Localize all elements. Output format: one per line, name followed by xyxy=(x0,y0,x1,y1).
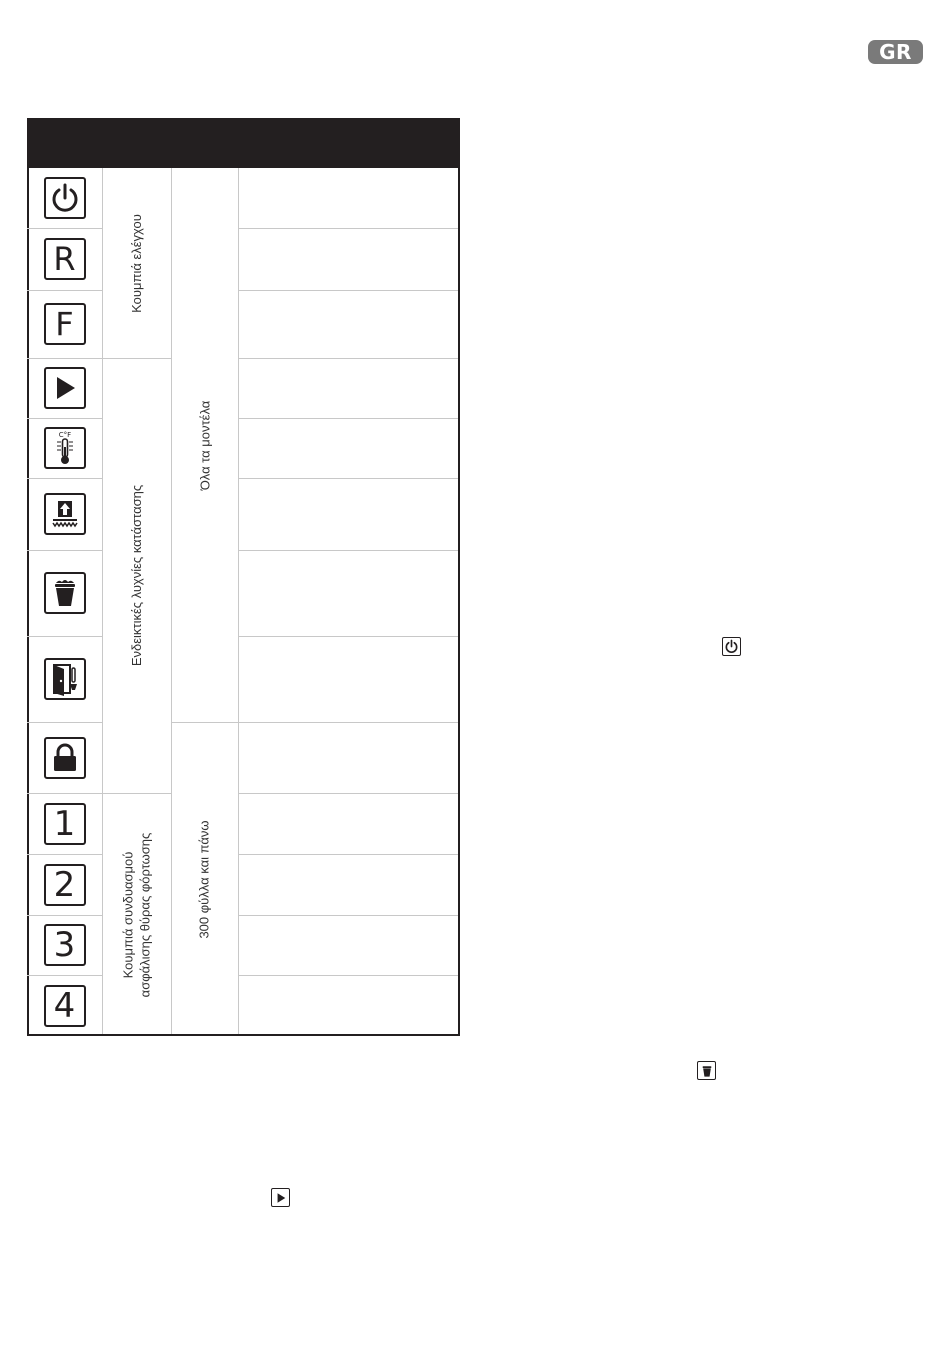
table-header xyxy=(27,118,460,168)
svg-text:C°F: C°F xyxy=(58,431,71,439)
row-divider xyxy=(238,975,458,976)
bin-full-icon xyxy=(44,572,86,614)
table-row xyxy=(27,358,102,418)
table-row xyxy=(27,636,102,722)
r-button-icon: R xyxy=(44,238,86,280)
column-divider xyxy=(238,168,239,1034)
digit-1-icon: 1 xyxy=(44,803,86,845)
group-status-lights: Ενδεικτικές λυχνίες κατάστασης xyxy=(129,484,144,667)
digit-2-icon: 2 xyxy=(44,864,86,906)
f-button-icon: F xyxy=(44,303,86,345)
table-row xyxy=(27,290,102,358)
lock-icon xyxy=(44,737,86,779)
table-row xyxy=(27,975,102,1036)
play-icon xyxy=(271,1188,290,1207)
feed-tray-icon xyxy=(44,493,86,535)
row-divider xyxy=(238,418,458,419)
controls-table xyxy=(27,118,460,1036)
row-divider xyxy=(238,793,458,794)
table-row xyxy=(27,228,102,290)
play-icon xyxy=(44,367,86,409)
table-row xyxy=(27,478,102,550)
table-row xyxy=(27,793,102,854)
language-badge: GR xyxy=(868,40,923,64)
group-door-lock-buttons: Κουμπιά συνδυασμού ασφάλισης θύρας φόρτωσης xyxy=(120,832,153,997)
row-divider xyxy=(238,478,458,479)
row-divider xyxy=(238,290,458,291)
temperature-icon xyxy=(44,427,86,469)
digit-4-icon: 4 xyxy=(44,985,86,1027)
row-divider xyxy=(238,636,458,637)
digit-3-icon: 3 xyxy=(44,924,86,966)
models-all: Όλα τα μοντέλα xyxy=(197,400,213,490)
door-open-icon xyxy=(44,658,86,700)
power-icon xyxy=(44,177,86,219)
table-row xyxy=(27,168,102,228)
table-row xyxy=(27,550,102,636)
models-300-sheets: 300 φύλλα και πάνω xyxy=(197,819,212,939)
row-divider xyxy=(238,358,458,359)
table-row xyxy=(27,722,102,793)
row-divider xyxy=(238,915,458,916)
power-icon xyxy=(722,637,741,656)
bin-icon xyxy=(697,1061,716,1080)
table-row xyxy=(27,915,102,975)
table-row xyxy=(27,854,102,915)
table-row xyxy=(27,418,102,478)
group-control-buttons: Κουμπιά ελέγχου xyxy=(129,213,145,313)
row-divider xyxy=(238,854,458,855)
row-divider xyxy=(238,550,458,551)
row-divider xyxy=(238,228,458,229)
